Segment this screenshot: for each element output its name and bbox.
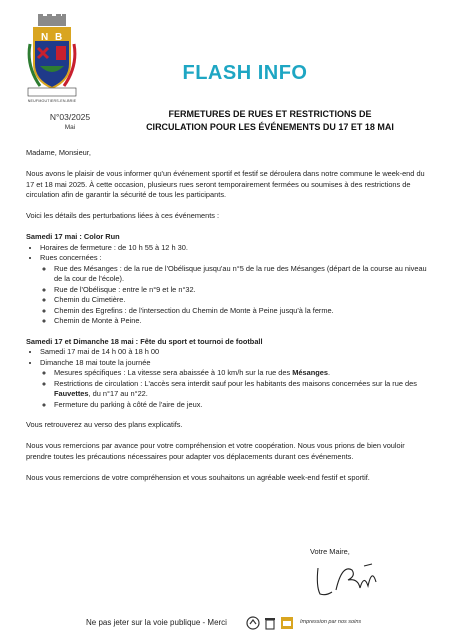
town-crest-logo (26, 14, 78, 100)
footer (0, 614, 452, 634)
restrictions-suffix: , du n°17 au n°22. (88, 389, 148, 398)
footer-notice: Ne pas jeter sur la voie publique - Merci (86, 618, 227, 627)
title-line-1: FERMETURES DE RUES ET RESTRICTIONS DE (168, 109, 372, 119)
footer-printed-note: Impression par nos soins (300, 619, 362, 625)
document-title (110, 108, 430, 134)
street-item: ◦ Chemin des Egrefins : de l'intersection du Chemin de Monte à Peine jusqu'à la ferme. (54, 306, 430, 317)
printer-badge-icon (280, 616, 294, 630)
flash-info-title: FLASH INFO (182, 62, 308, 84)
thanks-paragraph-2: Nous vous remercions de votre compréhension et vous souhaitons un agréable week-end festif et sportif. (26, 472, 370, 482)
section2-sunday (40, 358, 430, 411)
reference-block (40, 112, 100, 131)
mayor-signature (312, 560, 382, 600)
section2-heading: Samedi 17 et Dimanche 18 mai : Fête du sport et tournoi de football (26, 336, 263, 346)
street-item: ◦ Rue de l'Obélisque : entre le n°9 et le n°32. (54, 285, 430, 296)
section1-streets (40, 253, 430, 327)
measures-item (54, 368, 430, 379)
parking-item: ◦ Fermeture du parking à côté de l'aire de jeux. (54, 400, 430, 411)
measures-text: Mesures spécifiques : La vitesse sera abaissée à 10 km/h sur la rue des (54, 368, 293, 377)
sunday-label: Dimanche 18 mai toute la journée (40, 357, 151, 367)
intro-paragraph: Nous avons le plaisir de vous informer qu'un événement sportif et festif se déroulera dans notre commune le week-end du 17 et 18 mai 2025. À cette occasion, plusieurs rues seront temporairement fermées ou soumises à des restrictions de circulation afin de garantir la sécurité de tous les participants. (26, 169, 425, 199)
title-line-2: CIRCULATION POUR LES ÉVÉNEMENTS DU 17 ET 18 MAI (146, 122, 394, 132)
measures-suffix: . (328, 368, 331, 377)
section1-list (26, 243, 430, 327)
streets-list (40, 264, 430, 327)
streets-label: Rues concernées : (40, 253, 102, 262)
section1-heading: Samedi 17 mai : Color Run (26, 232, 120, 241)
signature-label: Votre Maire, (310, 547, 350, 556)
reference-month: Mai (64, 124, 76, 131)
measures-bold: Mésanges (292, 368, 329, 377)
restrictions-text: Restrictions de circulation : L'accès sera interdit sauf pour les habitants des maisons concernées sur la rue des (54, 378, 417, 388)
restrictions-bold: Fauvettes (54, 389, 89, 398)
crest-letter-b: B (55, 32, 63, 43)
thanks-paragraph-1: Nous vous remercions par avance pour votre compréhension et votre coopération. Nous vous prions de bien vouloir prendre toutes les précautions nécessaires pour adapter vos déplacements durant ces événements. (26, 441, 405, 461)
verso-note: Vous retrouverez au verso des plans explicatifs. (26, 420, 183, 429)
restrictions-item (54, 379, 430, 400)
recycle-icon (246, 616, 260, 630)
reference-number: N°03/2025 (49, 112, 91, 122)
crest-letter-n: N (41, 32, 49, 43)
greeting: Madame, Monsieur, (26, 148, 91, 157)
section2-list (26, 347, 430, 410)
details-intro: Voici les détails des perturbations liées à ces événements : (26, 211, 220, 220)
letter-body (26, 148, 430, 494)
crest-caption: NEUFMOUTIERS-EN-BRIE (27, 99, 77, 103)
street-item: ◦ Rue des Mésanges : de la rue de l'Obélisque jusqu'au n°5 de la rue des Mésanges (départ de la course au niveau de la cour de l'école). (54, 264, 430, 285)
sunday-sublist (40, 368, 430, 410)
section1-hours: • Horaires de fermeture : de 10 h 55 à 12 h 30. (40, 243, 430, 254)
section2-saturday: • Samedi 17 mai de 14 h 00 à 18 h 00 (40, 347, 430, 358)
street-item: ◦ Chemin de Monte à Peine. (54, 316, 430, 327)
bin-icon (263, 616, 277, 630)
street-item: ◦ Chemin du Cimetière. (54, 295, 430, 306)
